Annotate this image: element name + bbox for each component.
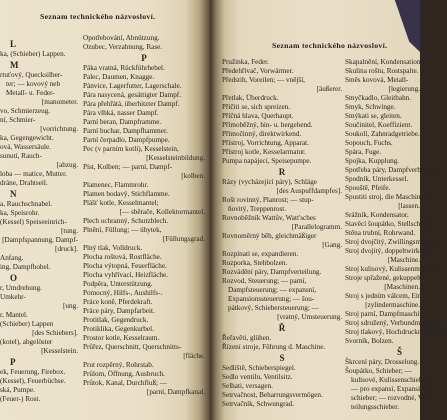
dictionary-entry (222, 259, 342, 268)
dictionary-entry (222, 103, 342, 112)
entry-line: ní, Schmier- (0, 116, 36, 124)
entry-line: [Parallelogramm. (291, 223, 342, 231)
entry-line: [fläche. (183, 352, 205, 360)
entry-line: Rovnoměrný běh, gleichmäßiger (222, 232, 317, 240)
entry-line: [Füllungsgrad. (162, 235, 205, 243)
dictionary-entry (345, 67, 420, 76)
entry-line: [Maschinen. (384, 283, 420, 291)
dictionary-entry (345, 94, 420, 103)
entry-line: Anfang. (0, 254, 24, 262)
entry-line: Spouště, Pfeife. (345, 184, 391, 192)
entry-line: [des Auspuffdampfes]. (276, 187, 342, 195)
entry-line: Prostor kotle, Kesselraum. (83, 334, 160, 342)
dictionary-entry (0, 338, 78, 356)
dictionary-entry (345, 103, 420, 112)
dictionary-entry (83, 34, 205, 43)
dictionary-entry (83, 244, 205, 253)
dictionary-entry (83, 325, 205, 334)
dictionary-entry (0, 107, 78, 116)
entry-line: [Gang. (322, 241, 342, 249)
dictionary-entry (0, 200, 78, 209)
dictionary-entry (222, 343, 342, 352)
entry-line: Stroj s jedním válcem, Ein- (345, 292, 424, 300)
dictionary-entry (0, 134, 78, 143)
entry-line: Protitlak, Gegendruck. (83, 316, 149, 324)
glossary-column (83, 34, 205, 418)
section-letter: M (10, 60, 19, 70)
entry-line: [des Schiebers]. (32, 329, 78, 337)
page-header: Seznam technického názvosloví. (40, 12, 156, 21)
dictionary-entry (222, 121, 342, 130)
dictionary-entry (0, 254, 78, 263)
entry-line: [— sběrače, Kollektormantel. (119, 208, 205, 216)
section-letter: S (279, 353, 285, 363)
entry-line: Setrvačník, Schwungrad. (222, 400, 295, 408)
entry-line: Pomocný, Hilfs-, Aushilfs-. (83, 289, 163, 297)
entry-line: Podpěra, Unterstützung. (83, 280, 153, 288)
dictionary-entry (222, 148, 342, 157)
entry-line: [legierung. (388, 85, 420, 93)
entry-line: (Feuer-) Rost. (0, 395, 41, 403)
dictionary-entry (83, 280, 205, 289)
dictionary-entry (345, 139, 420, 148)
entry-line: Spára, Fuge. (345, 148, 382, 156)
entry-line: Stroje spřažené, gekuppelte (345, 274, 425, 282)
entry-line: Protiklika, Gegenkurbel. (83, 325, 154, 333)
dictionary-entry (345, 238, 445, 247)
entry-line: Pec (v parním kotli), Kesselstein, (83, 145, 179, 153)
entry-line: Dampfsteuerung; — expansní, (228, 286, 317, 294)
entry-line: rtuťový, Quecksilber- (0, 71, 63, 79)
dictionary-entry (83, 163, 205, 181)
entry-line: Přístroj, Vorrichtung, Apparat. (222, 139, 309, 147)
entry-line: a, Rauchschnabel. (0, 200, 53, 208)
dictionary-entry (0, 284, 78, 293)
dictionary-entry (0, 71, 78, 107)
entry-line: Rozpínati se, expandieren. (222, 250, 299, 258)
entry-line: Parní čerpadlo, Dampfpumpe. (83, 136, 170, 144)
section-letter: R (278, 167, 286, 177)
entry-line: Práce koně, Pferdekraft. (83, 298, 153, 306)
entry-line: pátkový, Schiebersteuerung; — (228, 304, 319, 312)
entry-line: Škrcení páry, Drosselung. (345, 358, 420, 366)
glossary-column (222, 58, 342, 418)
dictionary-entry (83, 262, 205, 271)
section-letter: Š (397, 347, 403, 357)
dictionary-entry (345, 184, 420, 193)
entry-line: ter; — kovový neb (6, 80, 61, 88)
entry-line: Řízení stroje, Führung d. Maschine. (222, 343, 326, 351)
section-letter: Ř (278, 323, 286, 333)
entry-line: Pružinka, Feder. (222, 58, 269, 66)
dictionary-entry (83, 127, 205, 136)
dictionary-entry (0, 209, 78, 218)
entry-line: Srážník, Kondensator. (345, 211, 409, 219)
entry-line: ka, Gegengewicht. (0, 134, 54, 142)
entry-line: Metall- u. Feder- (6, 89, 55, 97)
dictionary-entry (83, 334, 205, 343)
entry-line: (Kessel) Speiseeinrich- (0, 218, 67, 226)
dictionary-entry (222, 196, 342, 214)
dictionary-entry (222, 232, 342, 250)
entry-line: Rázy (vycházející páry), Schläge (222, 178, 317, 186)
entry-line: Parní buchar, Dampfhammer. (83, 127, 168, 135)
entry-line: [ung. (63, 302, 78, 310)
entry-line: Sedlíště, Schieberspiegel. (222, 364, 296, 372)
section-letter: N (10, 189, 17, 199)
dictionary-entry (222, 373, 342, 382)
dictionary-entry (0, 236, 78, 254)
dictionary-entry (345, 175, 420, 184)
dictionary-entry (83, 82, 205, 91)
entry-line: Průlom, Öffnung, Ausbruch. (83, 370, 165, 378)
entry-line: Palec, Daumen, Knagge. (83, 73, 155, 81)
dictionary-entry (345, 367, 433, 412)
entry-line: Plocha výtopná, Feuerfläche. (83, 262, 167, 270)
dictionary-entry (0, 311, 78, 320)
entry-line: Spodník, Unterkessel. (345, 175, 409, 183)
entry-line: [Kesselstein. (41, 347, 78, 355)
entry-line: Pára přehřátá, überhitzter Dampf. (83, 100, 180, 108)
entry-line: [Dampfspannung, Dampf- (2, 236, 78, 244)
dictionary-entry (222, 214, 342, 232)
dictionary-entry (222, 277, 342, 322)
entry-line: Stavěcí šoupátko, Stellschieber. (345, 220, 437, 228)
entry-line: Stěna trubní, Rohrwand. (345, 229, 416, 237)
entry-line: [zylindermaschine. (365, 301, 420, 309)
entry-line: kulisové, Kulissenschieber; (351, 376, 431, 384)
entry-line: Umkehr- (0, 293, 26, 301)
dictionary-entry (345, 274, 425, 292)
entry-line: Skulina roštu, Rostspalte. (345, 67, 419, 75)
dictionary-entry (222, 76, 342, 94)
entry-line: Rozporka, Stehbolzen. (222, 259, 288, 267)
entry-line: (kotel), abgelöster (0, 338, 53, 346)
entry-line: vo, Schmierzeug. (0, 107, 51, 115)
dictionary-entry (222, 157, 342, 166)
section-letter: P (141, 53, 147, 63)
entry-line: (Kessel), Feuerbüchse. (0, 377, 66, 385)
entry-line: Parní beran, Dampframme. (83, 118, 162, 126)
entry-line: r, Mantel. (0, 311, 28, 319)
dictionary-entry (345, 121, 420, 130)
dictionary-entry (345, 166, 439, 175)
dictionary-entry (222, 364, 342, 373)
entry-line: ňovitý, Treppenrost. (228, 205, 287, 213)
dictionary-entry (345, 310, 429, 319)
entry-line: [tung. (61, 227, 78, 235)
dictionary-entry (345, 292, 424, 310)
entry-line: Píst, Kolben; — parní, Dampf- (83, 163, 173, 171)
entry-line: sunutí, Rauch- (0, 152, 42, 160)
entry-line: Rovnoběžník Wattův, Watt'sches (222, 214, 316, 222)
entry-line: [vorrichtung. (40, 125, 78, 133)
dictionary-entry (83, 226, 205, 244)
entry-line: Páka vratná, Rückführhebel. (83, 64, 165, 72)
entry-line: Stroj dvojitý, doppeltwirkende (345, 247, 434, 255)
dictionary-entry (0, 218, 78, 236)
dictionary-entry (83, 100, 205, 109)
entry-line: Pumpa napájecí, Speisepumpe. (222, 157, 312, 165)
entry-line: Plamen bodavý, Stichflamme. (83, 190, 170, 198)
entry-line: Ozubec, Verzahnung, Rase. (83, 43, 163, 51)
dictionary-entry (83, 343, 205, 361)
entry-line: Smyk, Schwinge. (345, 103, 396, 111)
entry-line: Stroj sdružený, Verbundmaschine. (345, 319, 444, 327)
entry-line: Spustiti stroj, die Maschine an- (345, 193, 435, 201)
dictionary-entry (0, 368, 78, 377)
entry-line: Plášť kotle, Kesselmantel; (83, 199, 159, 207)
entry-line: Součinitel, Koeffizient. (345, 121, 413, 129)
dictionary-entry (345, 211, 420, 220)
entry-line: [vratný, Umsteuerung. (277, 313, 342, 321)
dictionary-entry (83, 136, 205, 145)
entry-line: dráne, Drahtseil. (0, 179, 48, 187)
dictionary-entry (83, 298, 205, 307)
dictionary-entry (83, 316, 205, 325)
entry-line: Rošt rovinný, Planrost; — stup- (222, 196, 314, 204)
dictionary-entry (222, 58, 342, 67)
entry-line: Předehřívač, Vorwärmer. (222, 67, 294, 75)
section-letter: P (10, 357, 16, 367)
dictionary-entry (345, 229, 420, 238)
entry-line: (Schieber) Lappen (0, 320, 54, 328)
entry-line: ing, Dampfhobel. (0, 263, 51, 271)
entry-line: r, Umdrehung. (0, 284, 42, 292)
entry-line: Setrvačnost, Beharrungsvermögen. (222, 391, 323, 399)
entry-line: [lassen. (398, 202, 420, 210)
dictionary-entry (222, 178, 342, 196)
entry-line: [Maschine. (387, 256, 420, 264)
dictionary-entry (345, 193, 435, 211)
dictionary-entry (0, 320, 78, 338)
entry-line: Přímoběžný, hin- u. hergehend. (222, 121, 313, 129)
entry-line: loba — matice, Mutter. (0, 170, 67, 178)
entry-line: Stroj dvojčitý, Zwillingsmaschine. (345, 238, 445, 246)
dictionary-entry (0, 179, 78, 188)
dictionary-entry (222, 400, 342, 409)
entry-line: ová, Wassersäule. (0, 143, 51, 151)
dictionary-entry (345, 337, 420, 346)
dictionary-entry (83, 217, 205, 226)
entry-line: Příčná hlava, Querhaupt. (222, 112, 294, 120)
entry-line: [abzug. (56, 161, 78, 169)
entry-line: ka, (Schieber) Lappen. (0, 50, 66, 58)
entry-line: Směs kovová, Metall- (345, 76, 409, 84)
dictionary-entry (0, 386, 78, 395)
dictionary-entry (83, 145, 205, 163)
entry-line: Přetlak, Überdruck. (222, 94, 279, 102)
dictionary-entry (222, 382, 342, 391)
entry-line: Svorník, Bolzen. (345, 337, 394, 345)
entry-line: Pára vlhká, nasser Dampf. (83, 109, 159, 117)
entry-line: [kolben. (181, 172, 205, 180)
dictionary-entry (222, 130, 342, 139)
right-page (210, 0, 447, 420)
entry-line: Sedlo ventilu, Ventilsitz. (222, 373, 293, 381)
dictionary-entry (0, 143, 78, 152)
dictionary-entry (83, 199, 205, 217)
entry-line: Skapalnění, Kondensation. (345, 58, 423, 66)
dictionary-entry (83, 109, 205, 118)
dictionary-entry (83, 361, 205, 370)
dictionary-entry (345, 58, 423, 67)
entry-line: Přístroj kotle, Kesselarmatur. (222, 148, 306, 156)
entry-line: Stroj kulisový, Kulissenmaschine. (345, 265, 444, 273)
entry-line: Pára nasycená, gesättigter Dampf. (83, 91, 181, 99)
dictionary-entry (222, 139, 342, 148)
entry-line: Průřez, Querschnitt, Querschnitts- (83, 343, 182, 351)
dictionary-entry (222, 391, 342, 400)
dictionary-entry (83, 379, 205, 397)
entry-line: Sopouch, Fuchs. (345, 139, 393, 147)
dictionary-entry (0, 263, 78, 272)
entry-line: Spotřeba páry, Dampfverbrauch. (345, 166, 439, 174)
dictionary-entry (222, 334, 342, 343)
entry-line: Smyčkadlo, Gleitbahn. (345, 94, 412, 102)
entry-line: [Kesselsteinbildung. (146, 154, 205, 162)
dictionary-entry (83, 370, 205, 379)
entry-line: Smýkati se, gleiten. (345, 112, 402, 120)
dictionary-entry (345, 112, 420, 121)
dictionary-entry (345, 319, 444, 328)
dictionary-entry (345, 247, 434, 265)
glossary-column (0, 38, 78, 418)
dictionary-entry (83, 118, 205, 127)
glossary-column (345, 58, 447, 418)
entry-line: Selhati, versagen. (222, 382, 273, 390)
entry-line: Plnění, Füllung; — úbytek, (83, 226, 162, 234)
dictionary-entry (0, 395, 78, 404)
dictionary-entry (83, 43, 205, 52)
entry-line: ská, Pumpe. (0, 386, 35, 394)
entry-line: Předstih, Voreilen; — vnější, (222, 76, 305, 84)
dictionary-entry (0, 152, 78, 170)
entry-line: Plný tlak, Volldruck. (83, 244, 143, 252)
entry-line: Plech ochranný, Schutzblech. (83, 217, 169, 225)
dictionary-entry (345, 148, 420, 157)
dictionary-entry (345, 76, 420, 94)
dictionary-entry (83, 64, 205, 73)
entry-line: Plocha vyhřívací, Heizfläche. (83, 271, 169, 279)
entry-line: teilungsschieber. (351, 403, 400, 411)
dictionary-entry (345, 130, 420, 139)
dictionary-entry (0, 50, 78, 59)
dictionary-entry (222, 67, 342, 76)
dictionary-entry (83, 181, 205, 190)
dictionary-entry (345, 328, 447, 337)
entry-line: Rozvádění páry, Dampfverteilung. (222, 268, 322, 276)
entry-line: [druck]. (55, 245, 78, 253)
dictionary-entry (83, 190, 205, 199)
entry-line: Spojka, Kupplung. (345, 157, 400, 165)
dictionary-entry (0, 170, 78, 179)
dictionary-entry (345, 157, 420, 166)
page-header: Seznam technického názvosloví. (272, 41, 388, 50)
entry-line: Průtok, Kanal, Durchfluß; — (83, 379, 168, 387)
dictionary-entry (222, 268, 342, 277)
dictionary-entry (0, 116, 78, 134)
entry-line: [parní, Dampfkanal. (146, 388, 205, 396)
entry-line: Práce páry, Dampfarbeit. (83, 307, 155, 315)
entry-line: [manometer. (41, 98, 78, 106)
section-letter: O (10, 273, 18, 283)
dictionary-entry (83, 91, 205, 100)
entry-line: Expansionssteuerung; — šou- (228, 295, 315, 303)
dictionary-entry (83, 271, 205, 280)
entry-line: Soukolí, Zahnradgetriebe. (345, 130, 420, 138)
dictionary-entry (222, 112, 342, 121)
entry-line: Pánvice, Lagerfutter, Lagerschale. (83, 82, 182, 90)
entry-line: — pro expansi, Expansions- (351, 385, 433, 393)
entry-line: Přičiti se, sich spreizen. (222, 103, 291, 111)
entry-line: Přímočinný, direktwirkend. (222, 130, 302, 138)
entry-line: ka, Speisrohr. (0, 209, 40, 217)
dictionary-entry (345, 358, 420, 367)
dictionary-entry (83, 73, 205, 82)
section-letter: L (10, 39, 17, 49)
entry-line: Prut rozpěrný, Rohrstab. (83, 361, 154, 369)
entry-line: Opotřebování, Abnützung. (83, 34, 160, 42)
dictionary-entry (345, 265, 444, 274)
entry-line: ek, Feuerung, Firebox. (0, 368, 66, 376)
dictionary-entry (0, 377, 78, 386)
entry-line: Plocha roštová, Rostfläche. (83, 253, 162, 261)
entry-line: schieber; — rozvodné, Ver- (351, 394, 431, 402)
entry-line: Šoupátko, Schieber; — (345, 367, 412, 375)
dictionary-entry (222, 250, 342, 259)
dictionary-entry (345, 220, 437, 229)
entry-line: Stroj parní, Dampfmaschine. (345, 310, 429, 318)
left-page (0, 0, 210, 420)
entry-line: Stroj tlakový, Hochdruckmaschine. (345, 328, 447, 336)
entry-line: Rozvod, Steuerung; — parní, (222, 277, 307, 285)
dictionary-entry (83, 253, 205, 262)
dictionary-entry (0, 293, 78, 311)
dictionary-entry (83, 307, 205, 316)
entry-line: Řeřavěti, glühen. (222, 334, 272, 342)
entry-line: Plamenec, Flammrohr. (83, 181, 149, 189)
dictionary-entry (83, 289, 205, 298)
entry-line: [äußerer. (316, 85, 342, 93)
dictionary-entry (222, 94, 342, 103)
